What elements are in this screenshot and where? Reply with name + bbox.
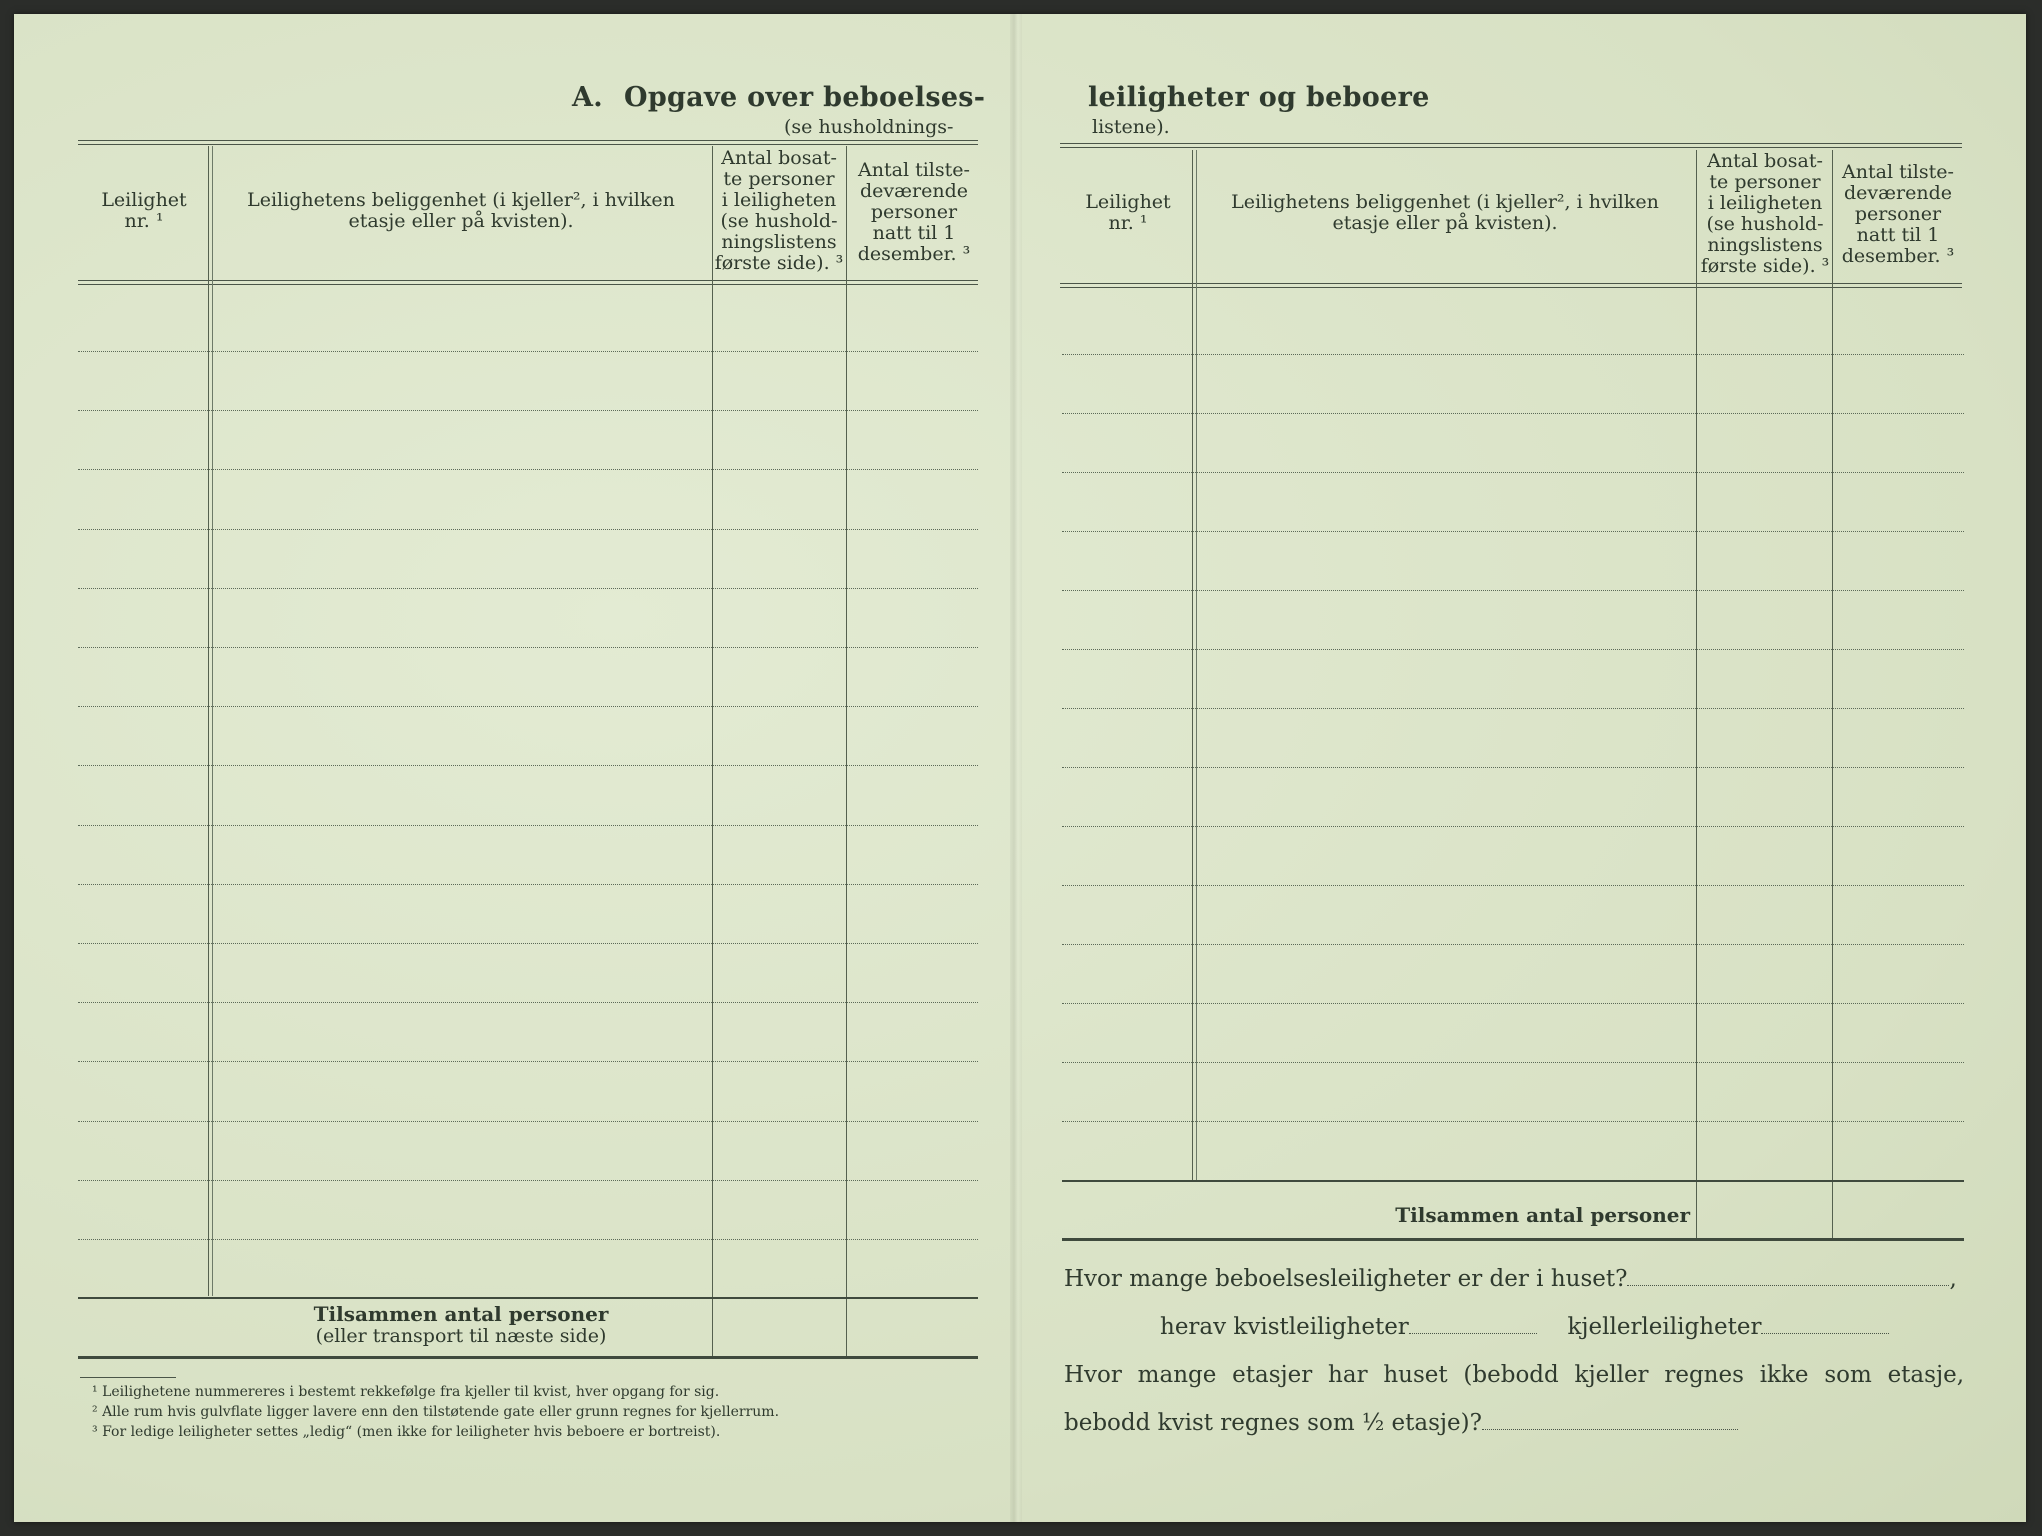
right-row-line bbox=[1062, 1003, 1964, 1004]
left-row-line bbox=[78, 943, 978, 944]
right-row-line bbox=[1062, 472, 1964, 473]
right-col-divider-3 bbox=[1832, 150, 1833, 1238]
left-total-sublabel: (eller transport til næste side) bbox=[315, 1325, 607, 1347]
left-row-line bbox=[78, 1180, 978, 1181]
right-col-divider-1 bbox=[1192, 150, 1197, 1180]
right-row-line bbox=[1062, 590, 1964, 591]
left-row-line bbox=[78, 884, 978, 885]
right-total-top-rule bbox=[1062, 1180, 1964, 1182]
left-header-tilstedevaerende: Antal tilste- deværende personer natt til 1 desember. ³ bbox=[857, 159, 971, 265]
left-total-top-rule bbox=[78, 1297, 978, 1299]
left-footnotes bbox=[92, 1382, 992, 1442]
right-row-line bbox=[1062, 649, 1964, 650]
left-row-line bbox=[78, 351, 978, 352]
right-row-line bbox=[1062, 885, 1964, 886]
right-row-line bbox=[1062, 708, 1964, 709]
left-title: Opgave over beboelses- bbox=[624, 82, 986, 113]
left-col-divider-1 bbox=[208, 146, 213, 1296]
left-header-leilighet: Leilighet nr. ¹ bbox=[101, 189, 187, 232]
floors-count-field[interactable] bbox=[1482, 1429, 1738, 1430]
left-row-line bbox=[78, 1121, 978, 1122]
right-row-line bbox=[1062, 767, 1964, 768]
right-row-line bbox=[1062, 354, 1964, 355]
right-row-line bbox=[1062, 1121, 1964, 1122]
question-floors-line1: Hvor mange etasjer har huset (bebodd kjeller regnes ikke som etasje, bbox=[1064, 1362, 1964, 1388]
question-attic-basement: herav kvistleiligheter kjellerleiligheter bbox=[1160, 1314, 1889, 1340]
right-subtitle: listene). bbox=[1092, 116, 1170, 138]
left-row-line bbox=[78, 706, 978, 707]
right-header-top-rule bbox=[1060, 143, 1962, 148]
right-row-line bbox=[1062, 944, 1964, 945]
left-row-line bbox=[78, 1002, 978, 1003]
basement-apartments-field[interactable] bbox=[1761, 1333, 1889, 1334]
question-floors-line2: bebodd kvist regnes som ½ etasje)? bbox=[1064, 1410, 1738, 1436]
right-title: leiligheter og beboere bbox=[1088, 82, 1430, 113]
left-row-line bbox=[78, 1061, 978, 1062]
page-fold bbox=[1010, 14, 1022, 1522]
right-row-line bbox=[1062, 826, 1964, 827]
left-row-line bbox=[78, 529, 978, 530]
footnote-3: ³ For ledige leiligheter settes „ledig“ (men ikke for leiligheter hvis beboere er bortreist). bbox=[92, 1424, 721, 1440]
left-header-bottom-rule bbox=[78, 280, 978, 285]
right-row-line bbox=[1062, 413, 1964, 414]
right-total-bottom-rule bbox=[1062, 1238, 1964, 1241]
left-row-line bbox=[78, 647, 978, 648]
right-header-leilighet: Leilighet nr. ¹ bbox=[1085, 191, 1171, 234]
left-header-beliggenhet: Leilighetens beliggenhet (i kjeller², i hvilken etasje eller på kvisten). bbox=[247, 189, 675, 232]
left-row-line bbox=[78, 825, 978, 826]
left-header-top-rule bbox=[78, 140, 978, 145]
right-col-divider-2 bbox=[1696, 150, 1697, 1238]
left-row-line bbox=[78, 410, 978, 411]
apartments-count-field[interactable] bbox=[1627, 1285, 1949, 1286]
left-total-label: Tilsammen antal personer bbox=[313, 1302, 609, 1326]
attic-apartments-field[interactable] bbox=[1409, 1333, 1537, 1334]
right-row-line bbox=[1062, 531, 1964, 532]
question-apartments: Hvor mange beboelsesleiligheter er der i huset? , bbox=[1064, 1266, 1957, 1292]
left-row-line bbox=[78, 1239, 978, 1240]
left-row-line bbox=[78, 765, 978, 766]
right-header-beliggenhet: Leilighetens beliggenhet (i kjeller², i hvilken etasje eller på kvisten). bbox=[1231, 191, 1659, 234]
left-row-line bbox=[78, 469, 978, 470]
left-total-bottom-rule bbox=[78, 1356, 978, 1359]
left-row-line bbox=[78, 588, 978, 589]
footnote-1: ¹ Leilighetene nummereres i bestemt rekkefølge fra kjeller til kvist, hver opgang for sig. bbox=[92, 1384, 720, 1400]
left-col-divider-3 bbox=[846, 146, 847, 1356]
footnote-rule bbox=[80, 1377, 176, 1378]
left-col-divider-2 bbox=[712, 146, 713, 1356]
left-subtitle: (se husholdnings- bbox=[784, 116, 954, 138]
right-header-tilstedevaerende: Antal tilste- deværende personer natt til 1 desember. ³ bbox=[1841, 161, 1955, 267]
footnote-2: ² Alle rum hvis gulvflate ligger lavere enn den tilstøtende gate eller grunn regnes for kjellerrum. bbox=[92, 1404, 780, 1420]
right-total-label: Tilsammen antal personer bbox=[1395, 1203, 1690, 1227]
right-header-bosatte: Antal bosat- te personer i leiligheten (se hushold- ningslistens første side). ³ bbox=[1700, 150, 1830, 277]
right-row-line bbox=[1062, 1062, 1964, 1063]
left-title-letter: A. bbox=[572, 82, 603, 113]
left-header-bosatte: Antal bosat- te personer i leiligheten (se hushold- ningslistens første side). ³ bbox=[714, 147, 844, 274]
